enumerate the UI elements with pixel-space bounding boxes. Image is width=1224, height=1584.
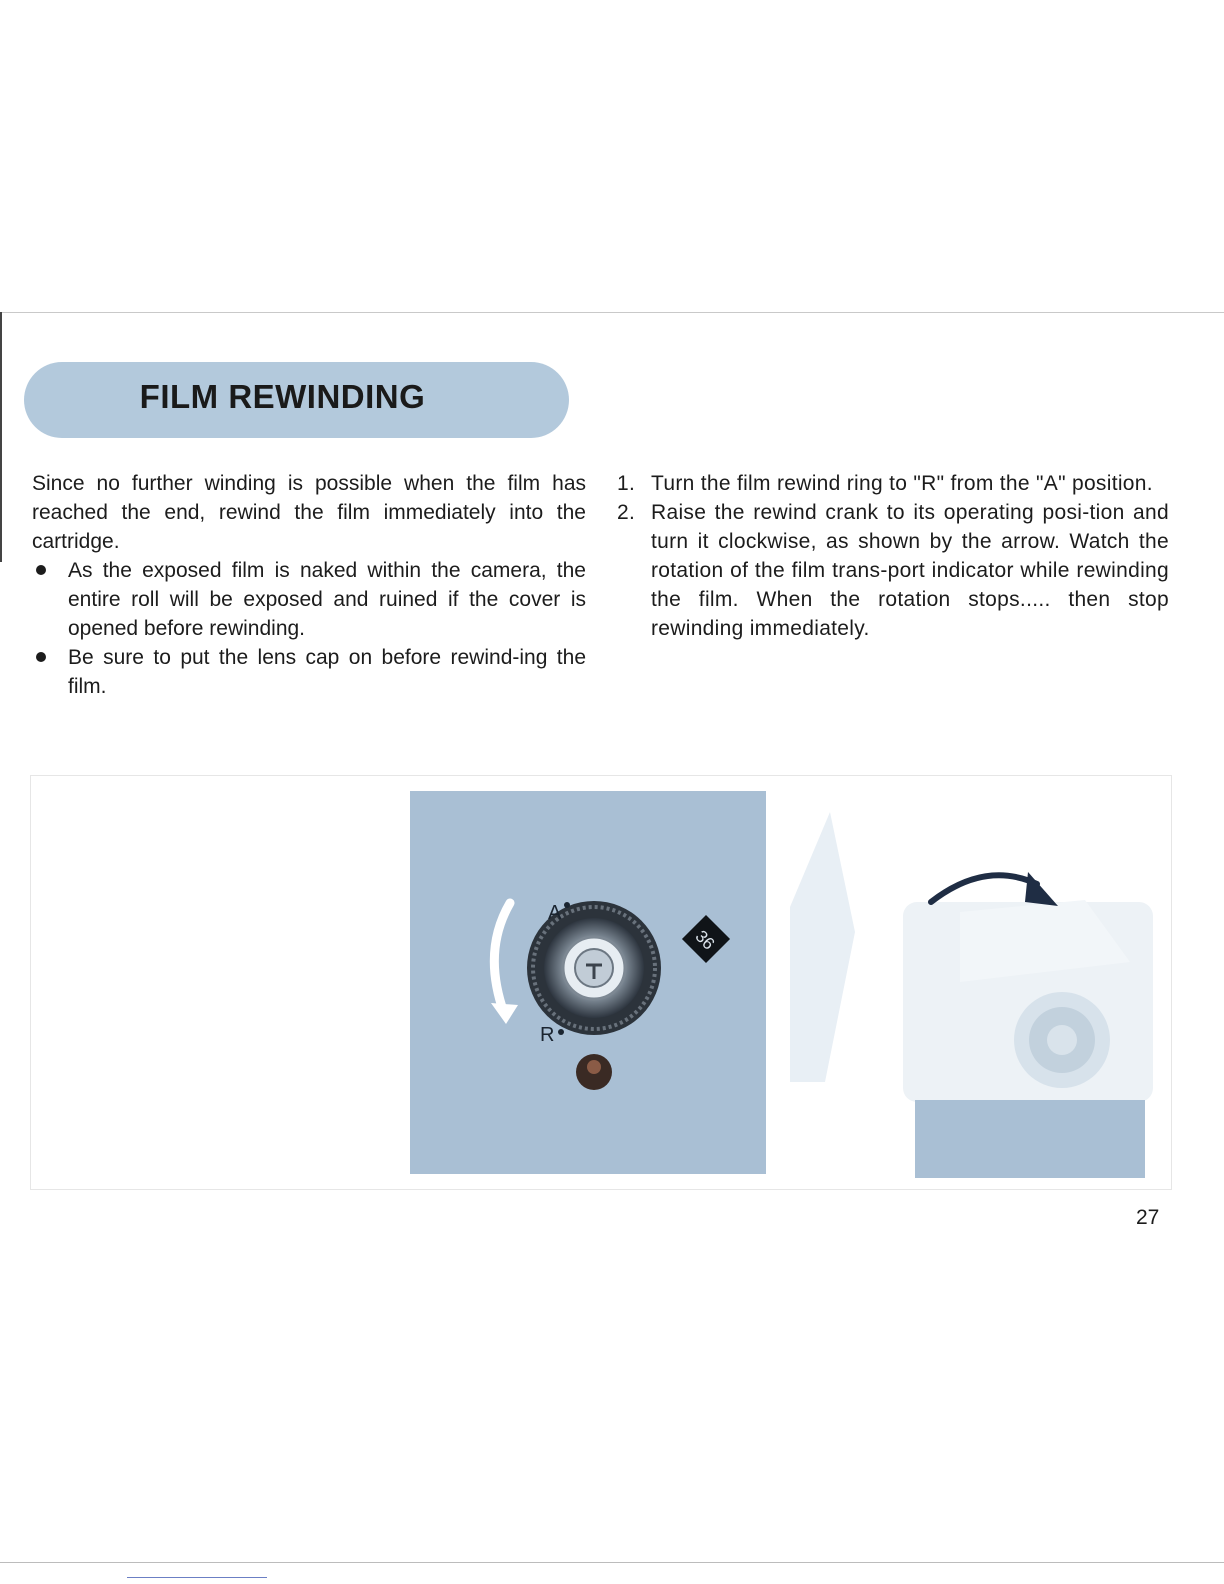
position-dot-a xyxy=(564,902,570,908)
camera-base-shadow xyxy=(915,1100,1145,1178)
bullet-text: Be sure to put the lens cap on before rewind-ing the film. xyxy=(68,646,586,698)
page-number: 27 xyxy=(1136,1206,1160,1229)
camera-crank-photo xyxy=(785,782,1161,1182)
dial-label-r: R xyxy=(540,1024,555,1046)
arrow-head-icon xyxy=(1025,872,1058,906)
bottom-rule xyxy=(0,1562,1224,1563)
step-item xyxy=(617,498,1169,643)
clockwise-arrow-icon xyxy=(931,875,1037,902)
dial-label-a: A xyxy=(548,902,562,924)
right-column xyxy=(617,469,1169,643)
film-counter-indicator xyxy=(682,915,730,963)
left-edge-rule xyxy=(0,312,2,562)
section-title-banner xyxy=(24,362,569,438)
step-number: 1. xyxy=(617,472,636,495)
bullet-item xyxy=(32,556,586,643)
section-title: FILM REWINDING xyxy=(139,378,426,415)
counter-label: 36 xyxy=(691,926,719,954)
top-rule xyxy=(0,312,1224,313)
left-column xyxy=(32,469,586,701)
rewind-dial-photo xyxy=(410,791,766,1174)
bullet-item xyxy=(32,643,586,701)
footer-link-underline xyxy=(127,1577,267,1578)
step-text: Raise the rewind crank to its operating posi-tion and turn it clockwise, as shown by the arrow. Watch the rotation of the film trans-port indicator while rewinding the film. When the rotation stops..... then stop rewinding immediately. xyxy=(651,501,1169,640)
rewind-dial-illustration xyxy=(410,791,766,1174)
bullet-dot-icon xyxy=(36,565,46,575)
intro-paragraph: Since no further winding is possible when the film has reached the end, rewind the film immediately into the cartridge. xyxy=(32,472,586,553)
camera-rewind-illustration xyxy=(785,782,1161,1182)
arrow-head-icon xyxy=(491,1003,518,1024)
step-item xyxy=(617,469,1169,498)
bullet-text: As the exposed film is naked within the camera, the entire roll will be exposed and ruined if the cover is opened before rewinding. xyxy=(68,559,586,640)
position-dot-r xyxy=(558,1029,564,1035)
bullet-dot-icon xyxy=(36,652,46,662)
counterclockwise-arrow-icon xyxy=(494,903,510,1013)
step-number: 2. xyxy=(617,501,636,524)
step-text: Turn the film rewind ring to "R" from the "A" position. xyxy=(651,472,1153,495)
